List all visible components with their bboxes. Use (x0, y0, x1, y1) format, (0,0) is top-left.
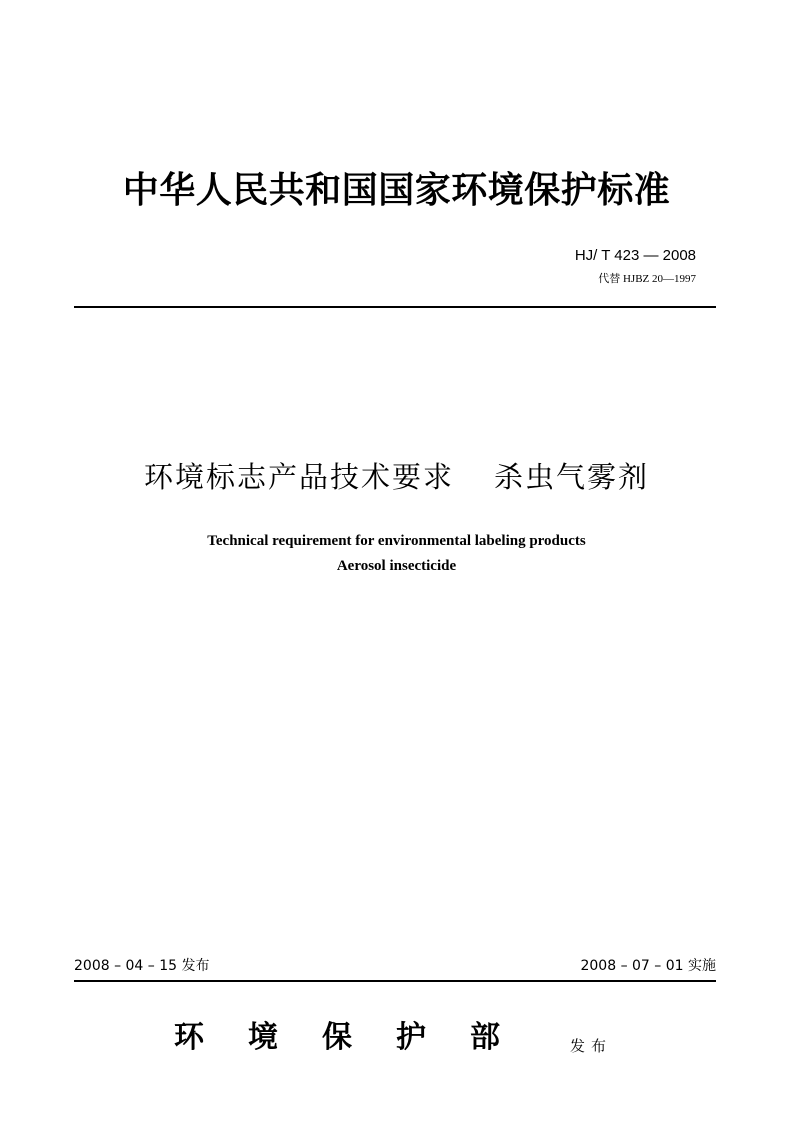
standard-number: HJ/ T 423 — 2008 (574, 247, 696, 264)
document-title-english-line2: Aerosol insecticide (336, 558, 457, 574)
document-title-english-line1: Technical requirement for environmental labeling products (207, 533, 586, 549)
bottom-divider (74, 980, 716, 982)
issuing-action-label: 发布 (570, 1037, 613, 1055)
standard-category-title: 中华人民共和国国家环境保护标准 (122, 169, 671, 211)
top-divider (74, 306, 716, 308)
effective-date: 2008 – 07 – 01 实施 (580, 958, 716, 974)
document-title-chinese-sub: 杀虫气雾剂 (494, 460, 650, 494)
issue-date: 2008 – 04 – 15 发布 (74, 958, 210, 974)
document-title-chinese-main: 环境标志产品技术要求 (143, 460, 454, 494)
issuing-authority: 环境保护部 (174, 1020, 544, 1055)
document-title-english (0, 530, 793, 577)
document-title-chinese (0, 457, 793, 497)
replaced-standard-note: 代替 HJBZ 20—1997 (598, 273, 696, 285)
